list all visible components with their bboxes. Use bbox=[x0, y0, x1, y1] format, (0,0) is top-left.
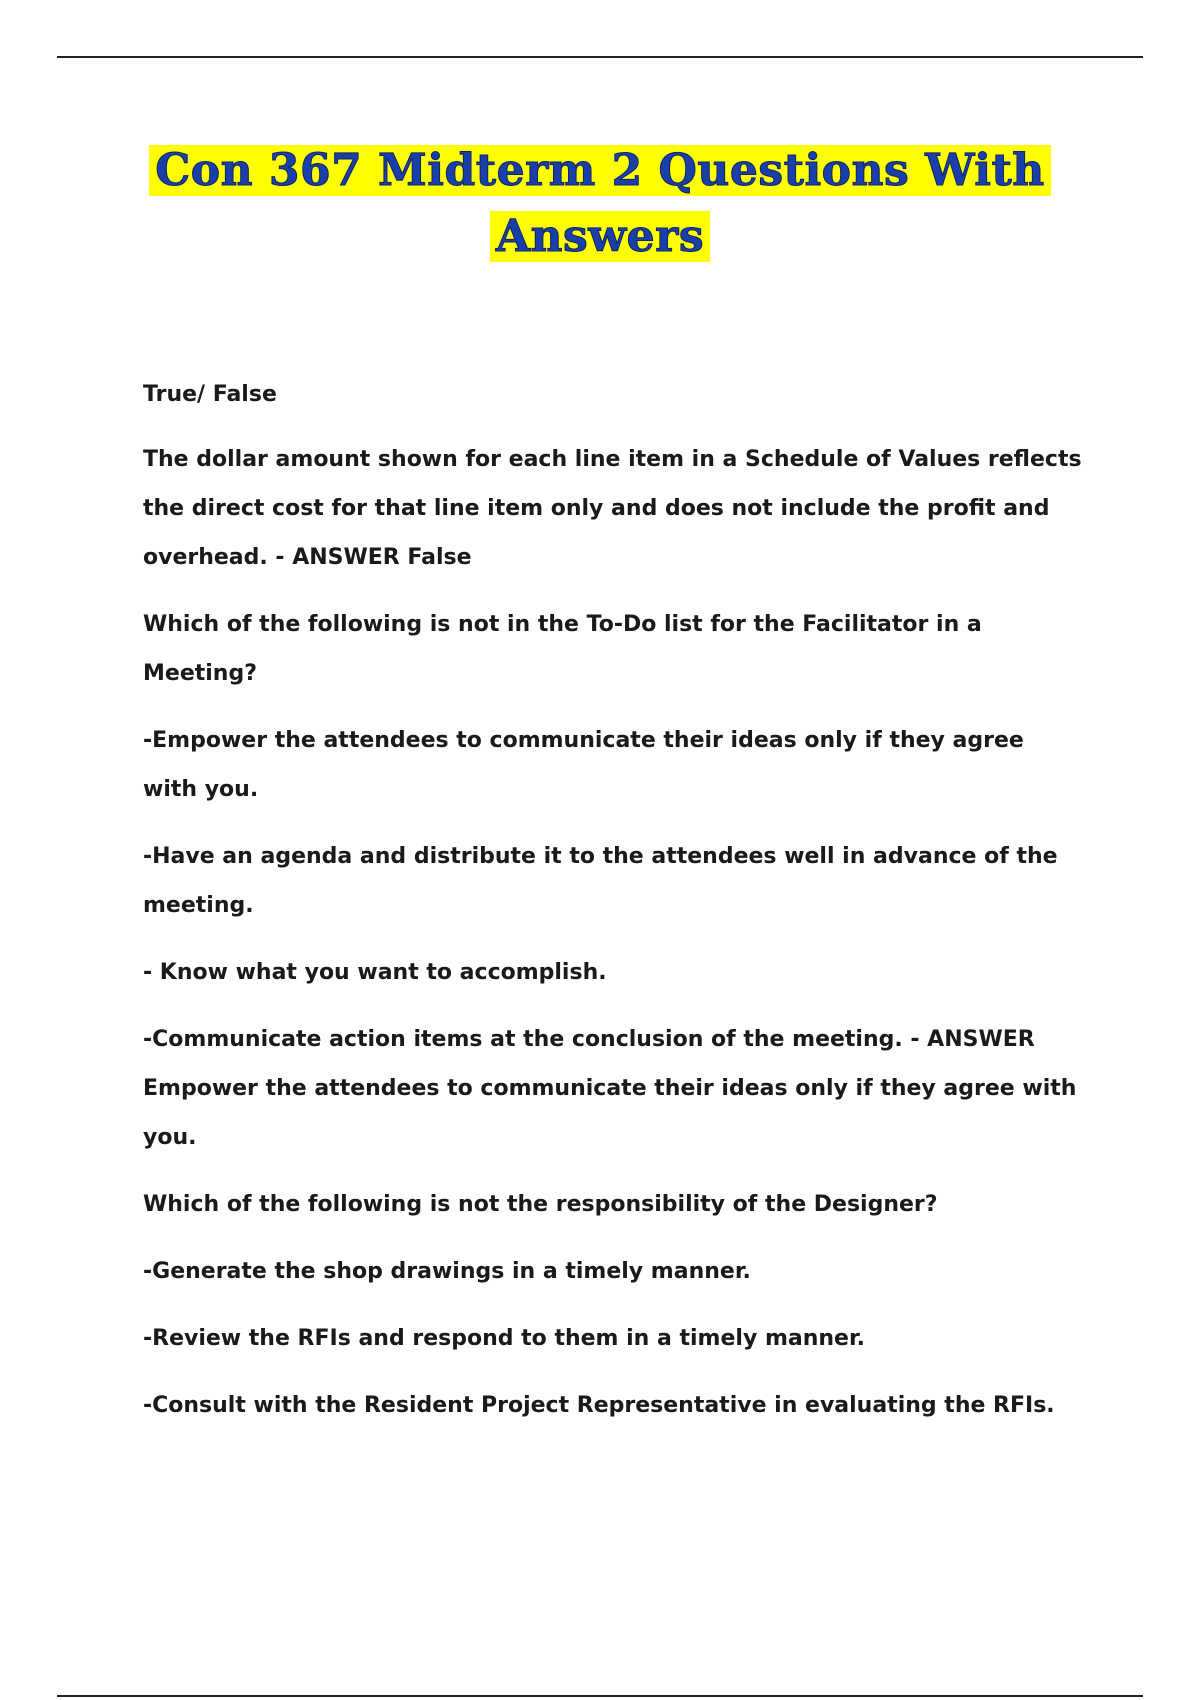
question-2: Which of the following is not in the To-Do list for the Facilitator in a Meeting? bbox=[143, 612, 982, 686]
title-line-2-text: Answers bbox=[490, 211, 710, 262]
title-line-1-text: Con 367 Midterm 2 Questions With bbox=[149, 145, 1051, 196]
title-line-2 bbox=[0, 204, 1200, 270]
question-2-option-1: -Empower the attendees to communicate their ideas only if they agree with you. bbox=[143, 728, 1024, 802]
question-3-option-1: -Generate the shop drawings in a timely manner. bbox=[143, 1259, 751, 1284]
bottom-divider bbox=[57, 1695, 1143, 1697]
question-2-option-4-with-answer: -Communicate action items at the conclusion of the meeting. - ANSWER Empower the attendees to communicate their ideas only if they agree with you. bbox=[143, 1027, 1077, 1150]
question-3-option-3: -Consult with the Resident Project Representative in evaluating the RFIs. bbox=[143, 1393, 1055, 1418]
question-2-option-2: -Have an agenda and distribute it to the attendees well in advance of the meeting. bbox=[143, 844, 1058, 918]
document-title bbox=[0, 138, 1200, 270]
question-3-option-2: -Review the RFIs and respond to them in a timely manner. bbox=[143, 1326, 866, 1351]
document-body bbox=[143, 370, 1083, 1448]
top-divider bbox=[57, 56, 1143, 58]
question-1-with-answer: The dollar amount shown for each line item in a Schedule of Values reflects the direct cost for that line item only and does not include the profit and overhead. - ANSWER False bbox=[143, 447, 1082, 570]
question-3: Which of the following is not the responsibility of the Designer? bbox=[143, 1192, 938, 1217]
question-2-option-3: - Know what you want to accomplish. bbox=[143, 960, 607, 985]
section-label: True/ False bbox=[143, 382, 277, 407]
title-line-1 bbox=[0, 138, 1200, 204]
